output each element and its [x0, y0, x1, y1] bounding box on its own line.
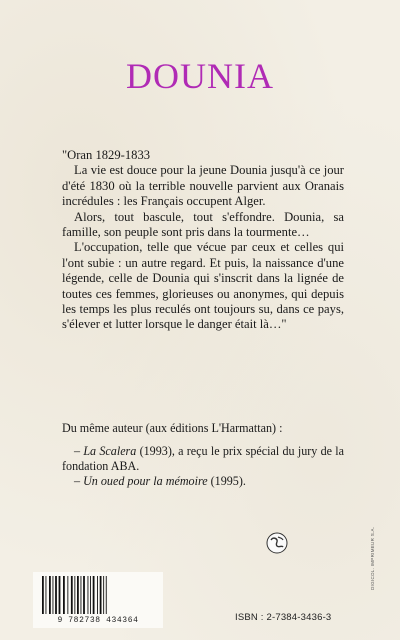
barcode-bar	[49, 576, 51, 614]
also-by-heading: Du même auteur (aux éditions L'Harmattan) :	[62, 421, 283, 435]
work-detail: (1993), a reçu le prix spécial du jury de la fondation ABA.	[62, 444, 344, 473]
work-title: La Scalera	[83, 444, 137, 458]
barcode-bar	[74, 576, 75, 614]
blurb-paragraph-3: L'occupation, telle que vécue par ceux et celles qui l'ont subie : un autre regard. Et puis, la naissance d'une légende, celle de Dounia qui s'inscrit dans la lignée de toutes ces femmes, glorieuses ou anonymes, qui depuis les temps les plus reculés ont toujours su, dans ce pays, s'élever et lutter lorsque le danger était là…"	[62, 240, 344, 332]
work-dash: –	[74, 474, 84, 488]
barcode-bars	[40, 576, 156, 614]
barcode-bar	[97, 576, 98, 614]
barcode-bar	[42, 576, 44, 614]
blurb	[62, 148, 344, 333]
barcode-bar	[46, 576, 47, 614]
work-title: Un oued pour la mémoire	[83, 474, 208, 488]
book-title: DOUNIA	[126, 56, 274, 96]
barcode-bar	[63, 576, 65, 614]
barcode-bar	[71, 576, 73, 614]
isbn: ISBN : 2-7384-3436-3	[235, 612, 332, 623]
also-by-author	[62, 421, 344, 489]
blurb-paragraph-2: Alors, tout bascule, tout s'effondre. Dounia, sa famille, son peuple sont pris dans la tourmente…	[62, 209, 344, 240]
printer-credit: DIGICOL. IMPRIMEUR S.A.	[370, 526, 375, 590]
barcode-bar	[103, 576, 104, 614]
work-dash: –	[74, 444, 84, 458]
barcode-bar	[81, 576, 82, 614]
work-item	[62, 444, 344, 474]
barcode-bar	[55, 576, 57, 614]
barcode-bar	[67, 576, 68, 614]
blurb-paragraph-1: La vie est douce pour la jeune Dounia jusqu'à ce jour d'été 1830 où la terrible nouvelle parvient aux Oranais incrédules : les Français occupent Alger.	[62, 163, 344, 209]
barcode-bar	[83, 576, 85, 614]
blurb-heading: "Oran 1829-1833	[62, 148, 151, 162]
barcode	[33, 572, 163, 628]
barcode-bar	[77, 576, 79, 614]
barcode-bar	[93, 576, 95, 614]
work-item	[62, 474, 344, 489]
work-detail: (1995).	[207, 474, 246, 488]
barcode-bar	[53, 576, 54, 614]
barcode-number: 9 782738 434364	[57, 616, 139, 625]
publisher-globe-logo-icon	[266, 532, 288, 554]
barcode-bar	[59, 576, 61, 614]
barcode-bar	[88, 576, 89, 614]
barcode-bar	[90, 576, 91, 614]
barcode-bar	[100, 576, 102, 614]
barcode-bar	[106, 576, 107, 614]
